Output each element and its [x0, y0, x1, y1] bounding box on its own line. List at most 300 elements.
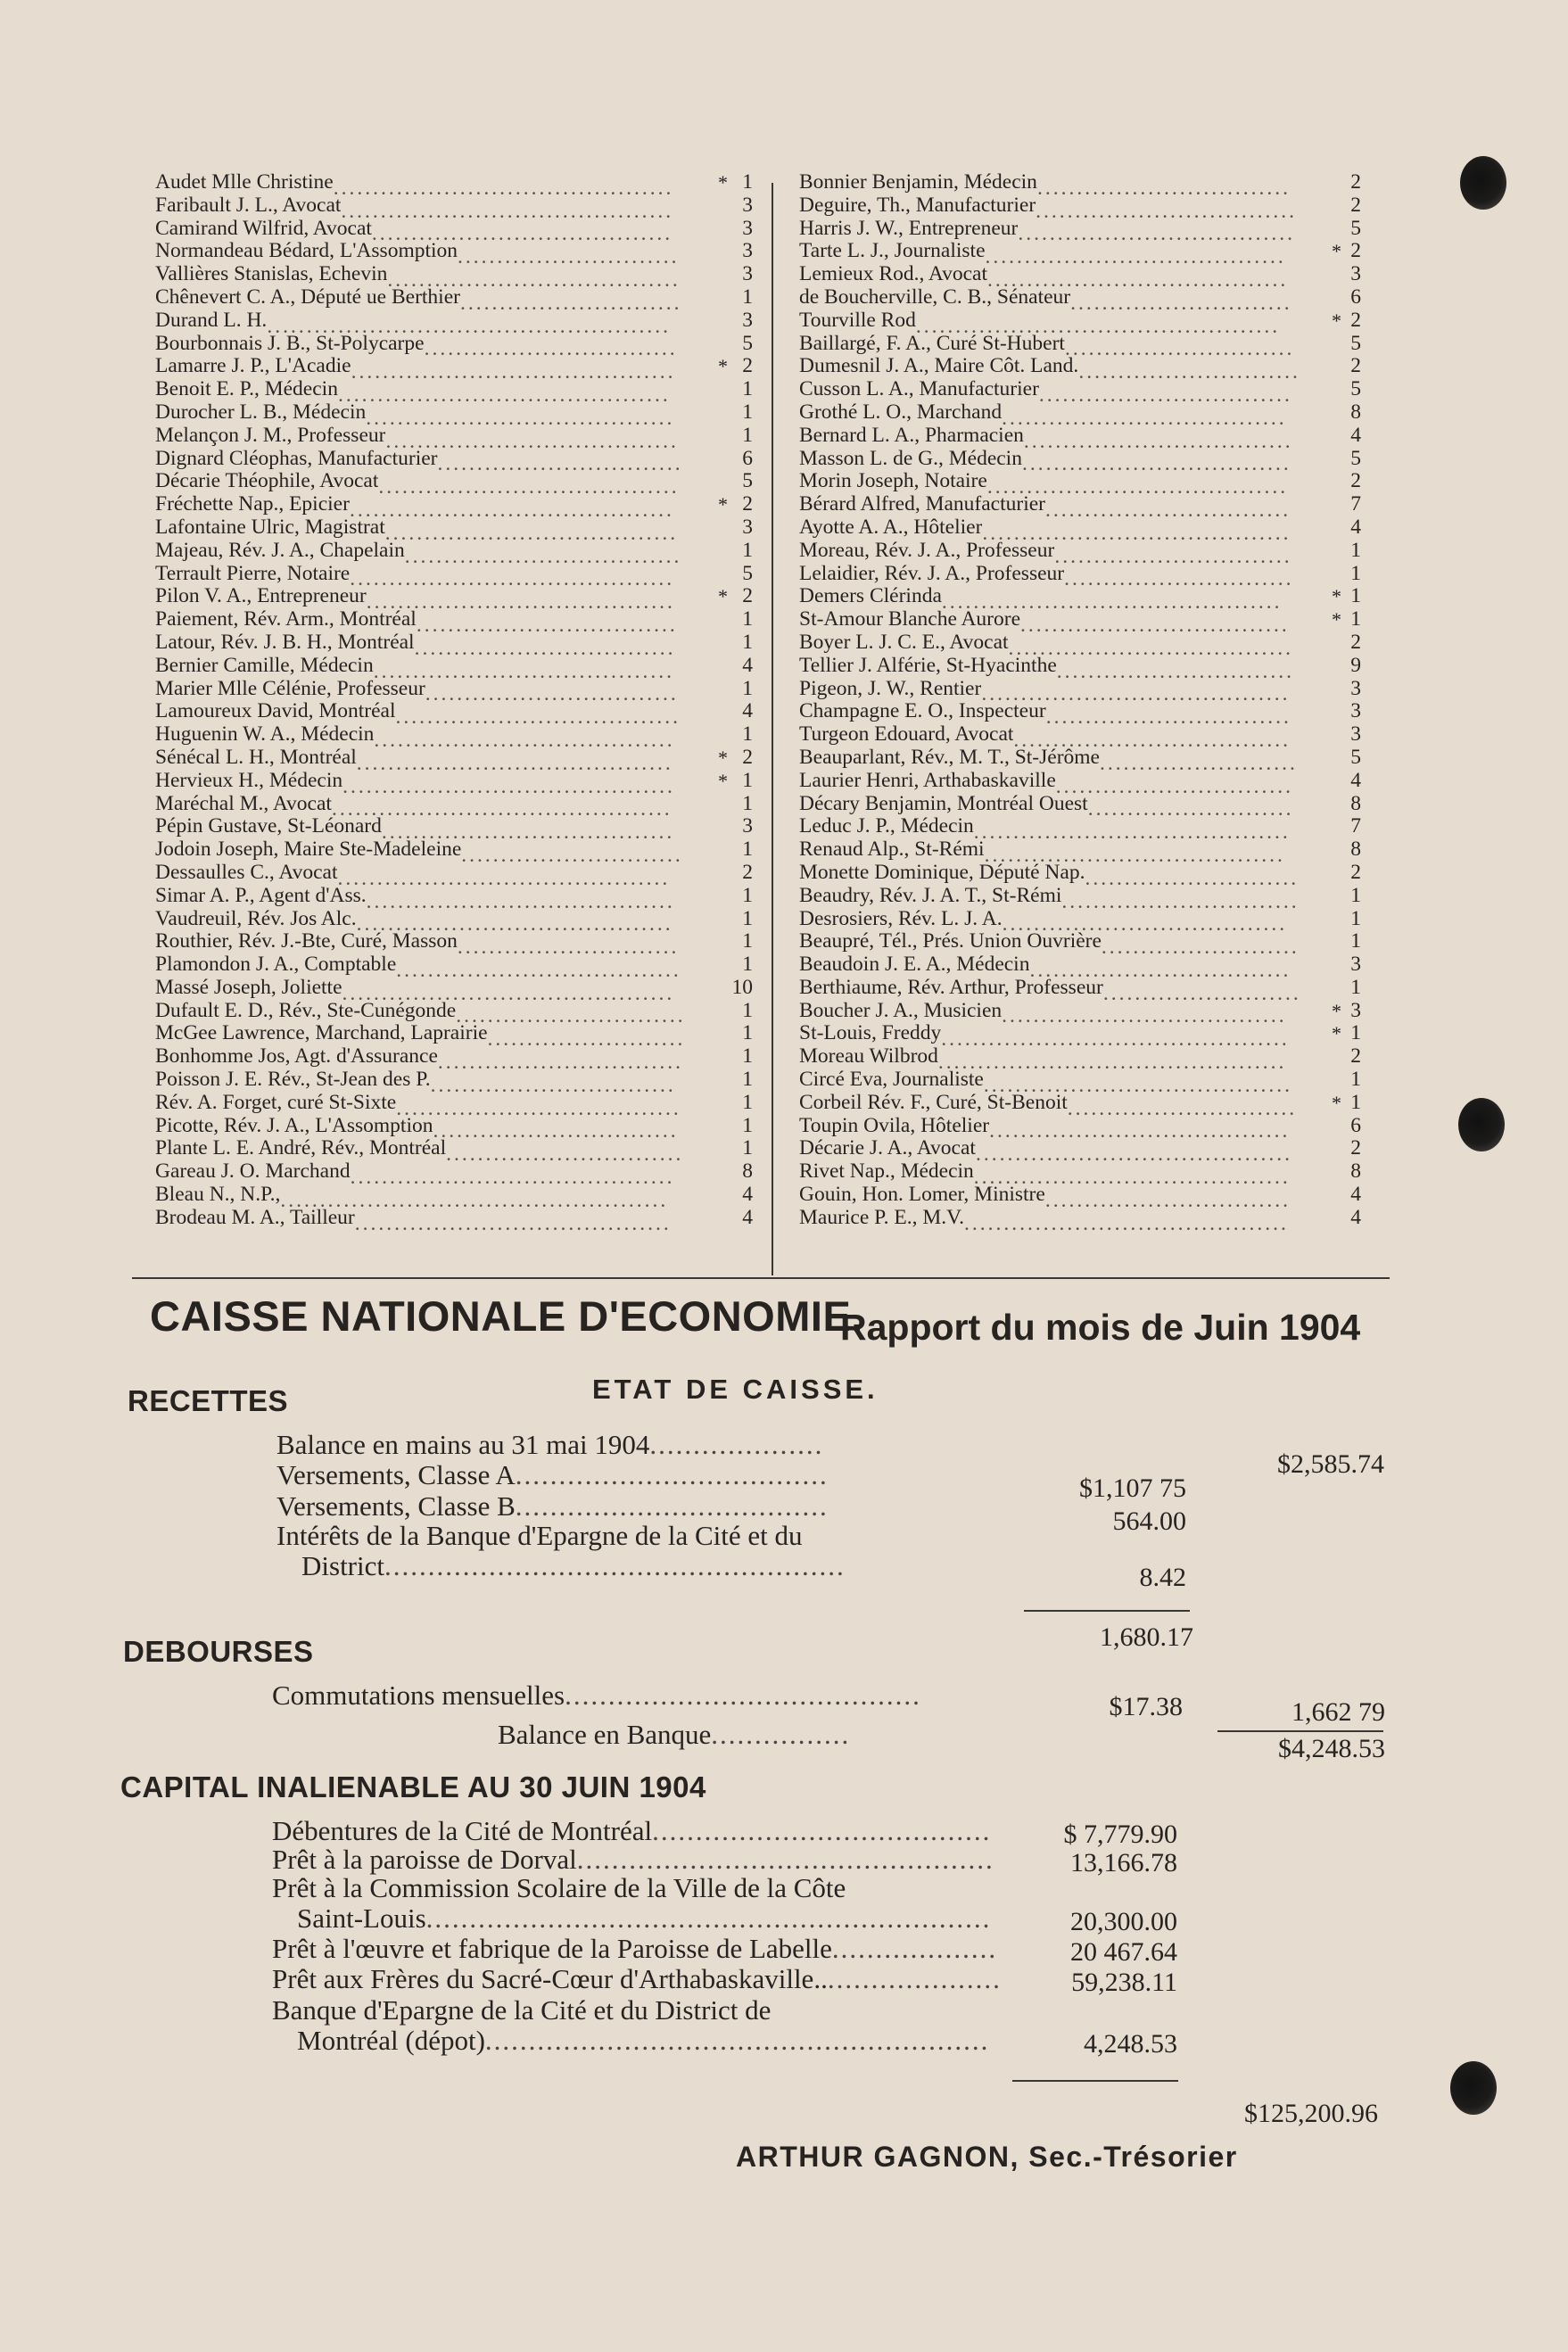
- member-row: [155, 239, 753, 269]
- member-count: 4: [742, 653, 753, 677]
- member-name: Beaupré, Tél., Prés. Union Ouvrière: [799, 930, 1102, 953]
- member-row: [155, 193, 753, 223]
- member-list-left: [155, 170, 753, 1235]
- dot-leader: ............................: [459, 291, 682, 315]
- dot-leader: ....................................: [395, 706, 681, 730]
- member-count: 1: [1350, 906, 1361, 930]
- capital-rule: [1012, 2080, 1178, 2082]
- member-row: [799, 354, 1361, 384]
- member-row: [799, 906, 1361, 937]
- capital-item-label: [272, 1816, 991, 1846]
- member-count: 2: [1350, 170, 1361, 194]
- member-name: Décarie J. A., Avocat: [799, 1137, 976, 1160]
- dot-leader: ..........................................: [337, 383, 671, 407]
- member-star: *: [718, 585, 728, 608]
- member-row: [799, 1090, 1361, 1120]
- dot-leader: ......................................: [373, 659, 674, 683]
- member-count: 1: [1350, 975, 1361, 999]
- member-name: Boucher J. A., Musicien: [799, 999, 1003, 1022]
- member-row: [155, 377, 753, 407]
- member-count: 1: [1350, 584, 1361, 608]
- member-name: Picotte, Rév. J. A., L'Assomption: [155, 1114, 433, 1137]
- balance-mains-label: Balance en mains au 31 mai 1904: [276, 1429, 650, 1460]
- member-row: [799, 423, 1361, 453]
- dot-leader: ................................................: [576, 1844, 994, 1875]
- dot-leader: ................................: [424, 337, 678, 361]
- member-count: 1: [742, 1113, 753, 1137]
- dot-leader: .........................: [1102, 981, 1301, 1005]
- dot-leader: ...............................: [1045, 498, 1292, 522]
- dot-leader: ........................................: [975, 1143, 1292, 1167]
- member-star: *: [718, 355, 728, 378]
- member-count: 9: [1350, 653, 1361, 677]
- member-count: 2: [742, 354, 753, 378]
- member-name: Dumesnil J. A., Maire Côt. Land.: [799, 355, 1079, 378]
- dot-leader: .............................: [1064, 337, 1295, 361]
- dot-leader: ...................................................: [267, 314, 671, 338]
- dot-leader: ......................................: [985, 245, 1286, 269]
- member-row: [155, 492, 753, 522]
- member-row: [799, 584, 1361, 615]
- dot-leader: ........................................: [973, 821, 1291, 845]
- classe-a-line: Versements, Classe A....................................: [276, 1459, 829, 1490]
- member-count: 1: [742, 538, 753, 562]
- dot-leader: .........................................: [349, 498, 674, 522]
- member-count: 1: [742, 1044, 753, 1069]
- member-row: [155, 998, 753, 1028]
- balance-rule: [1217, 1730, 1383, 1732]
- member-row: [155, 791, 753, 821]
- member-name: Vallières Stanislas, Echevin: [155, 263, 388, 286]
- member-row: [155, 538, 753, 568]
- member-row: [799, 538, 1361, 568]
- member-list-right: [799, 170, 1361, 1235]
- member-count: 2: [1350, 1044, 1361, 1069]
- member-name: Huguenin W. A., Médecin: [155, 723, 375, 747]
- balance-banque-label: Balance en Banque: [498, 1719, 712, 1750]
- member-row: [799, 377, 1361, 407]
- dot-leader: .........................: [1101, 936, 1300, 960]
- capital-item-text: Prêt aux Frères du Sacré-Cœur d'Arthabaskaville..: [272, 1963, 828, 1994]
- member-row: [799, 492, 1361, 522]
- member-name: Plante L. E. André, Rév., Montréal: [155, 1137, 447, 1160]
- member-name: Paiement, Rév. Arm., Montréal: [155, 608, 417, 631]
- dot-leader: ..............................: [446, 1143, 684, 1167]
- member-row: [799, 699, 1361, 730]
- member-name: Cusson L. A., Manufacturier: [799, 378, 1039, 401]
- capital-item-text: Prêt à la Commission Scolaire de la Ville de la Côte: [272, 1872, 846, 1903]
- member-count: 4: [1350, 423, 1361, 447]
- member-name: Bernard L. A., Pharmacien: [799, 424, 1024, 447]
- dot-leader: ...............................: [1044, 1188, 1291, 1212]
- member-row: [155, 515, 753, 545]
- member-name: Décary Benjamin, Montréal Ouest: [799, 792, 1088, 815]
- member-count: 1: [1350, 1021, 1361, 1045]
- member-row: [155, 216, 753, 246]
- punch-hole: [1460, 156, 1506, 210]
- member-count: 4: [1350, 515, 1361, 539]
- member-name: Masson L. de G., Médecin: [799, 447, 1022, 470]
- dot-leader: ........................................: [354, 1211, 672, 1235]
- dot-leader: ...........................................: [333, 176, 674, 200]
- member-row: [799, 814, 1361, 845]
- member-name: de Boucherville, C. B., Sénateur: [799, 285, 1071, 309]
- member-row: [799, 170, 1361, 200]
- member-name: Bourbonnais J. B., St-Polycarpe: [155, 332, 425, 355]
- dot-leader: ..........................................: [342, 981, 675, 1005]
- dot-leader: ................................: [425, 682, 679, 706]
- member-count: 5: [1350, 446, 1361, 470]
- member-name: Bonhomme Jos, Agt. d'Assurance: [155, 1045, 438, 1069]
- member-row: [155, 722, 753, 752]
- column-divider: [772, 183, 773, 1275]
- member-count: 5: [742, 469, 753, 493]
- member-count: 1: [742, 998, 753, 1022]
- report-title: CAISSE NATIONALE D'ECONOMIE.: [150, 1292, 863, 1340]
- member-name: Hervieux H., Médecin: [155, 769, 343, 792]
- member-count: 6: [1350, 285, 1361, 309]
- member-name: Plamondon J. A., Comptable: [155, 953, 397, 977]
- member-star: *: [1332, 309, 1341, 332]
- member-count: 1: [742, 768, 753, 792]
- member-row: [155, 1113, 753, 1143]
- member-row: [155, 1205, 753, 1235]
- member-count: 3: [742, 216, 753, 240]
- member-count: 3: [742, 515, 753, 539]
- classe-b-amount: 564.00: [1112, 1506, 1186, 1536]
- member-name: Melançon J. M., Professeur: [155, 424, 386, 447]
- member-row: [799, 216, 1361, 246]
- dot-leader: ....................: [827, 1963, 1002, 1994]
- interets-line-1: Intérêts de la Banque d'Epargne de la Cité et du: [276, 1520, 803, 1551]
- member-row: [155, 446, 753, 476]
- member-count: 1: [742, 722, 753, 747]
- member-count: 2: [1350, 1136, 1361, 1160]
- member-row: [155, 400, 753, 430]
- member-row: [799, 1044, 1361, 1075]
- member-name: Décarie Théophile, Avocat: [155, 470, 379, 493]
- capital-item-text: Banque d'Epargne de la Cité et du District de: [272, 1994, 772, 2026]
- dot-leader: ................................: [1036, 176, 1291, 200]
- dot-leader: .........................................: [350, 567, 675, 591]
- debourses-net-amount: 1,662 79: [1292, 1697, 1385, 1727]
- member-count: 1: [1350, 561, 1361, 585]
- member-row: [155, 1044, 753, 1075]
- dot-leader: .....................................: [381, 821, 675, 845]
- dot-leader: .................................: [1029, 958, 1292, 982]
- member-row: [799, 929, 1361, 960]
- member-row: [799, 1183, 1361, 1212]
- member-row: [799, 1159, 1361, 1190]
- member-name: Dignard Cléophas, Manufacturier: [155, 447, 438, 470]
- member-name: Benoit E. P., Médecin: [155, 378, 338, 401]
- member-count: 3: [1350, 953, 1361, 977]
- dot-leader: ..........................................: [342, 774, 675, 798]
- member-name: Latour, Rév. J. B. H., Montréal: [155, 631, 415, 654]
- member-row: [155, 838, 753, 867]
- member-row: [155, 1090, 753, 1120]
- member-count: 1: [742, 630, 753, 654]
- member-count: 1: [742, 1136, 753, 1160]
- dot-leader: ......................................: [984, 843, 1285, 867]
- dot-leader: ..........................: [1087, 797, 1294, 821]
- member-count: 1: [742, 607, 753, 631]
- member-name: Tellier J. Alférie, St-Hyacinthe: [799, 654, 1057, 677]
- recettes-subtotal: 1,680.17: [1100, 1622, 1193, 1652]
- capital-item-amount: 13,166.78: [1070, 1848, 1177, 1877]
- member-count: 3: [742, 308, 753, 332]
- capital-heading: CAPITAL INALIENABLE AU 30 JUIN 1904: [120, 1770, 706, 1803]
- member-name: Rév. A. Forget, curé St-Sixte: [155, 1091, 397, 1114]
- member-name: Audet Mlle Christine: [155, 171, 334, 194]
- member-name: Rivet Nap., Médecin: [799, 1160, 974, 1184]
- member-count: 4: [1350, 768, 1361, 792]
- member-count: 8: [1350, 1159, 1361, 1184]
- member-count: 3: [742, 262, 753, 286]
- dot-leader: ..............................: [1055, 774, 1294, 798]
- dot-leader: ............................: [1070, 291, 1292, 315]
- dot-leader: .......................................: [981, 682, 1291, 706]
- dot-leader: .....................................: [385, 429, 679, 453]
- member-row: [155, 745, 753, 775]
- member-row: [799, 308, 1361, 338]
- interets-line-2: District.....................................................: [301, 1550, 846, 1581]
- subtotal-rule: [1024, 1610, 1190, 1612]
- member-row: [799, 515, 1361, 545]
- member-row: [155, 285, 753, 315]
- dot-leader: .........................................: [350, 1166, 675, 1190]
- member-count: 3: [1350, 998, 1361, 1022]
- member-row: [155, 308, 753, 338]
- member-name: Beaudoin J. E. A., Médecin: [799, 953, 1030, 977]
- member-name: Durand L. H.: [155, 309, 268, 332]
- member-name: Demers Clérinda: [799, 585, 942, 608]
- member-name: Laurier Henri, Arthabaskaville: [799, 769, 1056, 792]
- member-name: Gareau J. O. Marchand: [155, 1160, 351, 1184]
- member-count: 2: [742, 860, 753, 884]
- capital-item-text: Prêt à la paroisse de Dorval: [272, 1844, 577, 1875]
- dot-leader: .................................................................: [425, 1902, 992, 1934]
- dot-leader: .................................: [416, 613, 678, 637]
- dot-leader: ..................................: [1020, 613, 1290, 637]
- dot-leader: ...................: [831, 1933, 998, 1964]
- dot-leader: .........................................: [963, 1211, 1289, 1235]
- member-count: 7: [1350, 814, 1361, 838]
- member-count: 1: [1350, 607, 1361, 631]
- member-name: Lamarre J. P., L'Acadie: [155, 355, 351, 378]
- member-count: 1: [742, 400, 753, 424]
- dot-leader: .......................................: [366, 889, 675, 913]
- dot-leader: ........................................: [356, 912, 673, 937]
- member-count: 8: [742, 1159, 753, 1184]
- member-count: 3: [742, 193, 753, 217]
- member-row: [799, 193, 1361, 223]
- member-row: [799, 860, 1361, 890]
- member-row: [155, 653, 753, 683]
- capital-item-amount: 59,238.11: [1071, 1968, 1177, 1997]
- classe-a-amount: $1,107 75: [1079, 1473, 1186, 1503]
- member-row: [799, 285, 1361, 315]
- member-name: Chênevert C. A., Député ue Berthier: [155, 285, 460, 309]
- member-name: Champagne E. O., Inspecteur: [799, 700, 1046, 723]
- dot-leader: .....................................: [387, 268, 681, 292]
- member-row: [799, 331, 1361, 361]
- member-count: 3: [1350, 262, 1361, 286]
- commutations-amount: $17.38: [1109, 1692, 1183, 1721]
- member-name: Brodeau M. A., Tailleur: [155, 1206, 355, 1229]
- member-count: 1: [1350, 929, 1361, 953]
- member-star: *: [718, 171, 728, 194]
- member-row: [155, 1068, 753, 1097]
- member-count: 1: [742, 1068, 753, 1092]
- member-row: [155, 860, 753, 890]
- member-count: 8: [1350, 791, 1361, 815]
- member-row: [799, 998, 1361, 1028]
- member-count: 5: [1350, 377, 1361, 401]
- member-star: *: [1332, 999, 1341, 1022]
- member-row: [155, 975, 753, 1005]
- member-count: 2: [1350, 308, 1361, 332]
- member-count: 6: [742, 446, 753, 470]
- capital-total: $125,200.96: [1244, 2099, 1378, 2128]
- classe-b-line: Versements, Classe B....................................: [276, 1490, 829, 1522]
- signature-title: Sec.-Trésorier: [1028, 2141, 1238, 2173]
- balance-mains-amount: $2,585.74: [1277, 1449, 1384, 1479]
- dot-leader: ............................: [1078, 360, 1300, 384]
- capital-item-label: [272, 1995, 771, 2026]
- member-row: [155, 262, 753, 292]
- member-name: Circé Eva, Journaliste: [799, 1069, 984, 1092]
- member-count: 3: [742, 239, 753, 263]
- dot-leader: ...............................: [437, 1051, 684, 1075]
- member-name: Tarte L. J., Journaliste: [799, 240, 986, 263]
- member-row: [155, 423, 753, 453]
- member-row: [155, 1021, 753, 1052]
- member-count: 4: [742, 1183, 753, 1207]
- member-row: [799, 838, 1361, 867]
- dot-leader: .........................................: [351, 360, 676, 384]
- recettes-heading: RECETTES: [128, 1384, 289, 1417]
- member-name: Moreau Wilbrod: [799, 1045, 938, 1069]
- capital-item-label: [272, 1934, 997, 1964]
- member-name: Corbeil Rév. F., Curé, St-Benoit: [799, 1091, 1068, 1114]
- member-row: [799, 722, 1361, 752]
- dot-leader: .............................: [1064, 567, 1294, 591]
- member-name: Baillargé, F. A., Curé St-Hubert: [799, 332, 1065, 355]
- member-row: [155, 354, 753, 384]
- dot-leader: .................................: [414, 636, 676, 660]
- member-count: 4: [742, 699, 753, 723]
- member-row: [155, 561, 753, 591]
- member-row: [799, 883, 1361, 913]
- dot-leader: .......................................: [366, 406, 675, 430]
- member-row: [155, 699, 753, 730]
- member-count: 1: [742, 1021, 753, 1045]
- dot-leader: .......................................: [982, 521, 1292, 545]
- classe-b-label: Versements, Classe B: [276, 1490, 516, 1522]
- member-count: 8: [1350, 838, 1361, 862]
- member-name: Lafontaine Ulric, Magistrat: [155, 516, 385, 539]
- balance-banque-amount: $4,248.53: [1278, 1734, 1385, 1763]
- member-count: 2: [1350, 630, 1361, 654]
- dot-leader: ......................................: [374, 728, 675, 752]
- member-name: Gouin, Hon. Lomer, Ministre: [799, 1184, 1045, 1207]
- member-row: [799, 1113, 1361, 1143]
- member-name: Desrosiers, Rév. L. J. A.: [799, 907, 1003, 930]
- capital-item-label-cont: [297, 2026, 989, 2056]
- capital-item-amount: 4,248.53: [1084, 2029, 1177, 2059]
- dot-leader: ....................................: [1008, 636, 1294, 660]
- member-name: Bérard Alfred, Manufacturier: [799, 493, 1045, 516]
- dot-leader: ..............................: [1056, 659, 1294, 683]
- member-row: [799, 1021, 1361, 1052]
- member-count: 1: [1350, 883, 1361, 907]
- classe-a-label: Versements, Classe A: [276, 1459, 516, 1490]
- member-name: Maurice P. E., M.V.: [799, 1206, 964, 1229]
- dot-leader: ........................................: [356, 751, 673, 775]
- member-count: 2: [1350, 354, 1361, 378]
- member-count: 2: [1350, 469, 1361, 493]
- member-name: Morin Joseph, Notaire: [799, 470, 987, 493]
- member-name: Lemieux Rod., Avocat: [799, 263, 988, 286]
- capital-item-text: Débentures de la Cité de Montréal: [272, 1815, 653, 1846]
- capital-item-text: Prêt à l'œuvre et fabrique de la Paroisse de Labelle: [272, 1933, 832, 1964]
- punch-hole: [1450, 2061, 1497, 2115]
- dot-leader: ...................................: [404, 544, 682, 568]
- member-row: [799, 791, 1361, 821]
- member-name: Deguire, Th., Manufacturier: [799, 194, 1036, 217]
- member-count: 1: [742, 423, 753, 447]
- member-name: Pilon V. A., Entrepreneur: [155, 585, 367, 608]
- dot-leader: .........................: [1099, 751, 1298, 775]
- member-count: 1: [742, 838, 753, 862]
- member-row: [799, 1068, 1361, 1097]
- member-row: [799, 561, 1361, 591]
- dot-leader: ............................................: [941, 1027, 1290, 1052]
- dot-leader: .....................................: [384, 521, 679, 545]
- member-name: Majeau, Rév. J. A., Chapelain: [155, 539, 405, 562]
- member-name: Massé Joseph, Joliette: [155, 976, 342, 999]
- dot-leader: ............................: [457, 936, 680, 960]
- member-name: Sénécal L. H., Montréal: [155, 746, 357, 769]
- member-name: Toupin Ovila, Hôtelier: [799, 1114, 990, 1137]
- member-row: [799, 953, 1361, 982]
- member-name: Poisson J. E. Rév., St-Jean des P.: [155, 1069, 431, 1092]
- member-name: Normandeau Bédard, L'Assomption: [155, 240, 458, 263]
- interets-amount: 8.42: [1139, 1563, 1186, 1592]
- member-name: Marier Mlle Célénie, Professeur: [155, 677, 425, 700]
- member-row: [155, 768, 753, 798]
- dot-leader: ......................................: [989, 1119, 1291, 1143]
- capital-item-amount: 20,300.00: [1070, 1907, 1177, 1936]
- member-row: [155, 170, 753, 200]
- interets-label-2: District: [301, 1550, 384, 1581]
- member-name: Vaudreuil, Rév. Jos Alc.: [155, 907, 357, 930]
- member-count: 1: [742, 285, 753, 309]
- member-count: 1: [742, 377, 753, 401]
- member-row: [799, 1205, 1361, 1235]
- member-name: Leduc J. P., Médecin: [799, 815, 974, 838]
- member-count: 5: [742, 561, 753, 585]
- member-star: *: [718, 746, 728, 769]
- member-row: [799, 768, 1361, 798]
- member-row: [155, 331, 753, 361]
- dot-leader: .............................: [1067, 1096, 1298, 1120]
- member-name: Beauparlant, Rév., M. T., St-Jérôme: [799, 746, 1100, 769]
- member-name: Pigeon, J. W., Rentier: [799, 677, 982, 700]
- member-star: *: [1332, 1091, 1341, 1114]
- member-count: 1: [742, 1090, 753, 1114]
